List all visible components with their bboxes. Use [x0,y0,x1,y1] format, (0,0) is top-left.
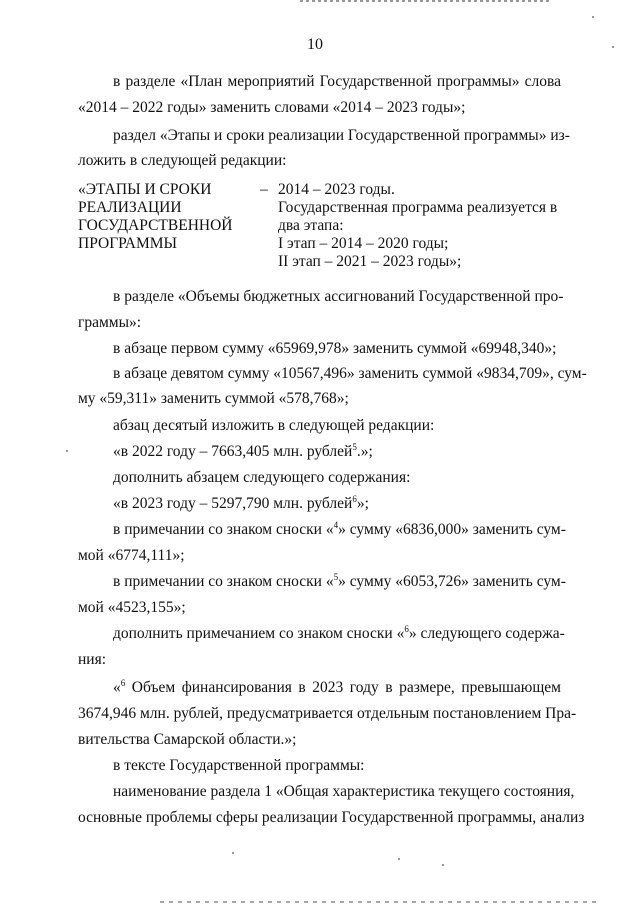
table-right-line: Государственная программа реализуется в [278,199,558,216]
text-fragment: » следующего содержа- [408,625,565,642]
scan-edge-top [300,0,550,2]
paragraph-line: основные проблемы сферы реализации Государственной программы, анализ [78,809,585,826]
paragraph-line: в тексте Государственной программы: [113,757,365,774]
paragraph-line [113,442,373,463]
paragraph-line [113,572,566,593]
text-fragment: »; [356,495,369,512]
footnote-mark: 5 [352,442,357,452]
paragraph-line: 3674,946 млн. рублей, предусматривается отдельным постановлением Пра- [78,705,577,722]
paragraph-line: раздел «Этапы и сроки реализации Государственной программы» из- [113,127,570,144]
text-fragment: в примечании со знаком сноски « [113,521,334,538]
paragraph-line: абзац десятый изложить в следующей редакции: [113,417,435,434]
table-right-line: II этап – 2021 – 2023 годы»; [278,253,462,270]
paragraph-line: вительства Самарской области.»; [78,731,297,748]
scan-speck [592,16,594,18]
scan-speck [398,858,400,860]
text-fragment: » сумму «6053,726» заменить сум- [338,573,566,590]
paragraph-line: в разделе «План мероприятий Государственной программы» слова [113,73,561,90]
paragraph-line: граммы»: [78,314,142,331]
paragraph-line: мой «4523,155»; [78,599,186,616]
text-fragment: «в 2022 году – 7663,405 млн. рублей [113,443,353,460]
paragraph-line: ния: [78,651,107,668]
paragraph-line: му «59,311» заменить суммой «578,768»; [78,390,349,407]
footnote-mark: 4 [333,520,339,530]
table-left-line: РЕАЛИЗАЦИИ [78,199,182,216]
paragraph-line: в разделе «Объемы бюджетных ассигнований Государственной про- [113,288,564,305]
paragraph-line: ложить в следующей редакции: [78,152,287,169]
page-number: 10 [307,36,323,53]
paragraph-line [113,624,565,645]
paragraph-line [113,494,369,515]
text-fragment: дополнить примечанием со знаком сноски « [113,625,405,642]
text-fragment: .»; [356,443,373,460]
paragraph-line [113,678,561,699]
paragraph-line [113,520,566,541]
table-left-line: «ЭТАПЫ И СРОКИ [78,181,212,198]
scan-speck [612,46,614,48]
text-fragment: « [113,679,121,696]
scan-speck [442,864,444,866]
table-right-line: I этап – 2014 – 2020 годы; [278,235,449,252]
text-fragment: «в 2023 году – 5297,790 млн. рублей [113,495,353,512]
table-dash: – [260,181,268,198]
text-fragment: » сумму «6836,000» заменить сум- [338,521,566,538]
table-left-line: ГОСУДАРСТВЕННОЙ [78,217,233,234]
paragraph-line: наименование раздела 1 «Общая характеристика текущего состояния, [113,783,575,800]
paragraph-line: в абзаце девятом сумму «10567,496» заменить суммой «9834,709», сум- [113,365,587,382]
scan-edge-bottom [160,901,600,903]
footnote-mark: 6 [120,678,126,688]
table-right-line: два этапа: [278,217,344,234]
scan-speck [66,450,68,452]
table-right-line: 2014 – 2023 годы. [278,181,395,198]
paragraph-line: в абзаце первом сумму «65969,978» заменить суммой «69948,340»; [113,340,557,357]
paragraph-line: мой «6774,111»; [78,547,185,564]
text-fragment: в примечании со знаком сноски « [113,573,334,590]
paragraph-line: дополнить абзацем следующего содержания: [113,469,411,486]
footnote-mark: 5 [333,572,339,582]
scan-speck [232,852,234,854]
text-fragment: Объем финансирования в 2023 году в размере, превышающем [125,679,561,696]
footnote-mark: 6 [404,624,409,634]
table-left-line: ПРОГРАММЫ [78,235,178,252]
paragraph-line: «2014 – 2022 годы» заменить словами «2014 – 2023 годы»; [78,99,466,116]
footnote-mark: 6 [352,494,357,504]
